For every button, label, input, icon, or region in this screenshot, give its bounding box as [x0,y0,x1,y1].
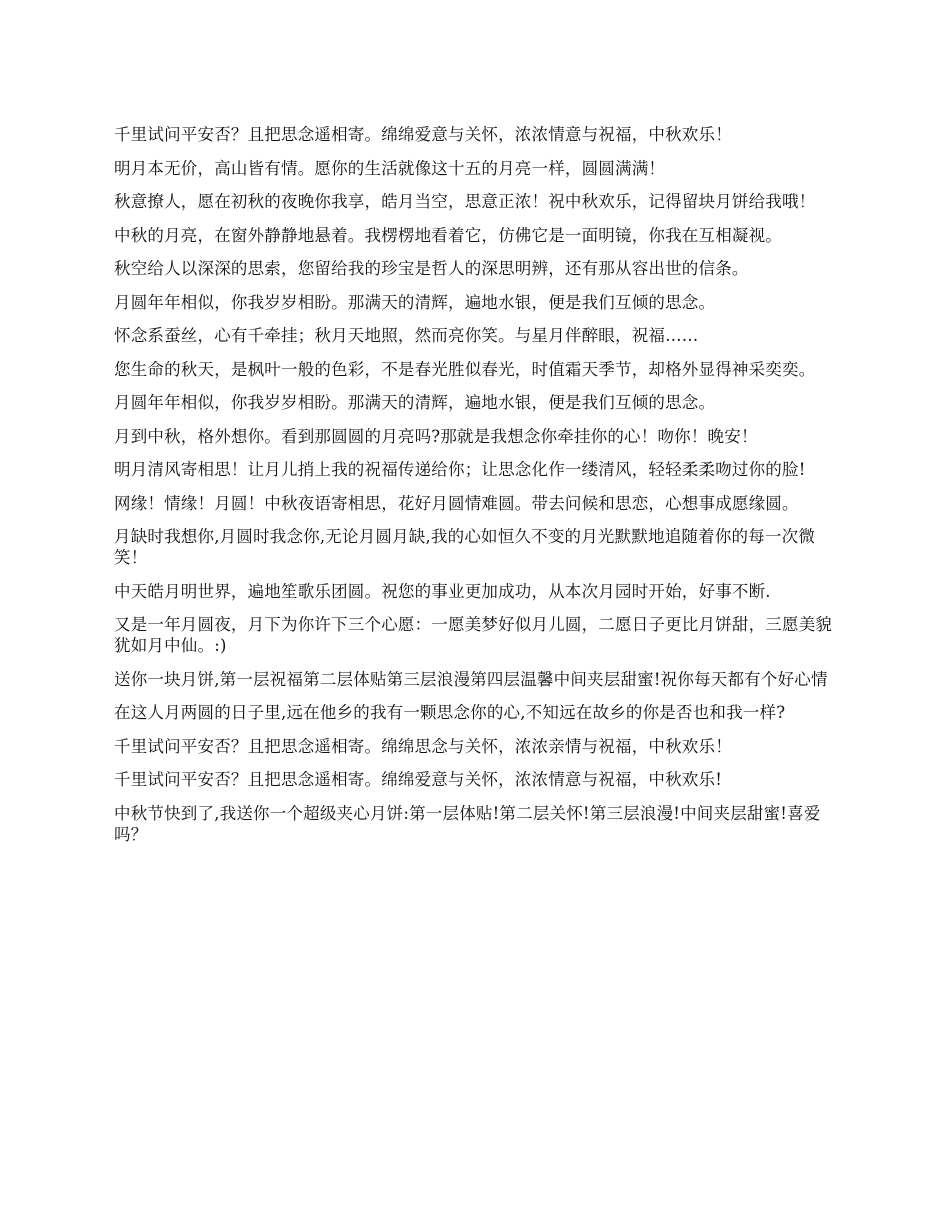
paragraph-17: 在这人月两圆的日子里,远在他乡的我有一颗思念你的心,不知远在故乡的你是否也和我一样? [114,703,786,722]
paragraph-12: 网缘！情缘！月圆！中秋夜语寄相思，花好月圆情难圆。带去问候和思恋，心想事成愿缘圆。 [114,493,799,513]
paragraph-7: 怀念系蚕丝，心有千牵挂；秋月天地照，然而亮你笑。与星月伴醉眼，祝福…… [114,326,699,345]
document-body [114,124,842,857]
paragraph-8: 您生命的秋天，是枫叶一般的色彩，不是春光胜似春光，时值霜天季节，却格外显得神采奕奕。 [114,359,816,379]
paragraph-4: 中秋的月亮，在窗外静静地悬着。我楞楞地看着它，仿佛它是一面明镜，你我在互相凝视。 [114,225,782,245]
paragraph-11: 明月清风寄相思！让月儿捎上我的祝福传递给你；让思念化作一缕清风，轻轻柔柔吻过你的脸! [114,460,806,479]
paragraph-9: 月圆年年相似，你我岁岁相盼。那满天的清辉，遍地水银，便是我们互倾的思念。 [114,393,716,412]
paragraph-5: 秋空给人以深深的思索，您留给我的珍宝是哲人的深思明辨，还有那从容出世的信条。 [114,259,749,278]
paragraph-18: 千里试问平安否？且把思念遥相寄。绵绵思念与关怀，浓浓亲情与祝福，中秋欢乐！ [114,736,732,756]
paragraph-15: 又是一年月圆夜，月下为你许下三个心愿：一愿美梦好似月儿圆，二愿日子更比月饼甜，三愿美貌犹如月中仙。:) [114,615,833,655]
paragraph-3: 秋意撩人，愿在初秋的夜晚你我享，皓月当空，思意正浓！祝中秋欢乐，记得留块月饼给我哦！ [114,192,816,211]
paragraph-13: 月缺时我想你,月圆时我念你,无论月圆月缺,我的心如恒久不变的月光默默地追随着你的每一次微笑！ [114,527,816,567]
paragraph-19: 千里试问平安否？且把思念遥相寄。绵绵爱意与关怀，浓浓情意与祝福，中秋欢乐! [114,770,723,789]
paragraph-6: 月圆年年相似，你我岁岁相盼。那满天的清辉，遍地水银，便是我们互倾的思念。 [114,292,716,312]
paragraph-1: 千里试问平安否？且把思念遥相寄。绵绵爱意与关怀，浓浓情意与祝福，中秋欢乐！ [114,125,732,144]
paragraph-20: 中秋节快到了,我送你一个超级夹心月饼:第一层体贴!第二层关怀!第三层浪漫!中间夹层甜蜜!喜爱吗？ [114,803,821,844]
paragraph-10: 月到中秋，格外想你。看到那圆圆的月亮吗?那就是我想念你牵挂你的心！吻你！晚安！ [114,426,758,446]
paragraph-16: 送你一块月饼,第一层祝福第二层体贴第三层浪漫第四层温馨中间夹层甜蜜!祝你每天都有个好心情 [114,669,828,689]
paragraph-2: 明月本无价，高山皆有情。愿你的生活就像这十五的月亮一样，圆圆满满！ [114,158,666,178]
paragraph-14: 中天皓月明世界，遍地笙歌乐团圆。祝您的事业更加成功，从本次月园时开始，好事不断. [114,581,771,601]
